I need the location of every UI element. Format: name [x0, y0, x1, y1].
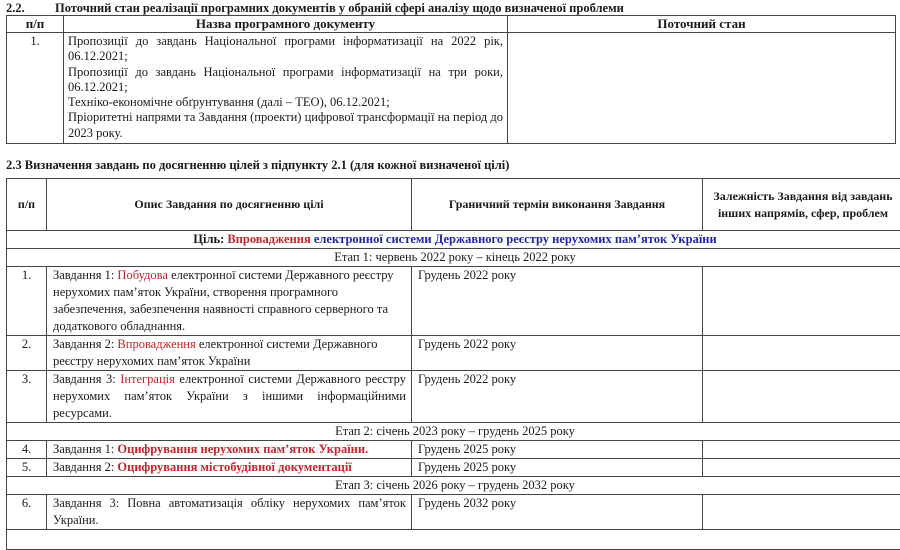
- table-header-row: [7, 16, 896, 33]
- task-text: Повна автоматизація обліку нерухомих пам’яток України.: [53, 496, 406, 527]
- section-2-3-heading: 2.3 Визначення завдань по досягненню цілей з підпункту 2.1 (для кожної визначеної цілі): [6, 158, 509, 172]
- table-row: [7, 441, 900, 459]
- table-row: [7, 371, 900, 423]
- task-text: електронної системи Державного реєстру нерухомих пам’яток України: [53, 337, 378, 368]
- document-item: Техніко-економічне обґрунтування (далі – ТЕО), 06.12.2021;: [68, 95, 503, 110]
- row-number: 1.: [7, 33, 64, 144]
- goal-text: електронної системи Державного реєстру нерухомих пам’яток України: [314, 232, 717, 246]
- row-number: 6.: [7, 495, 47, 530]
- section-number: 2.2.: [6, 1, 55, 15]
- column-header-description: Опис Завдання по досягненню цілі: [47, 179, 412, 231]
- task-highlight: Інтеграція: [120, 372, 175, 386]
- document-list: [64, 33, 508, 144]
- cut-off-row: [7, 530, 900, 550]
- document-item: Пропозиції до завдань Національної програми інформатизації на 2022 рік, 06.12.2021;: [68, 34, 503, 65]
- task-highlight: Побудова: [117, 268, 168, 282]
- goal-cell: [7, 231, 900, 249]
- task-deadline: Грудень 2025 року: [412, 441, 703, 459]
- task-description: [47, 336, 412, 371]
- task-text: електронної системи Державного реєстру нерухомих пам’яток України, створення програмного забезпечення, забезпечення наявності справного серверного та додаткового обладнання.: [53, 268, 394, 333]
- column-header-num: п/п: [7, 179, 47, 231]
- table-row: [7, 267, 900, 336]
- task-deadline: Грудень 2022 року: [412, 371, 703, 423]
- column-header-document: Назва програмного документу: [64, 16, 508, 33]
- goal-label: Ціль:: [193, 232, 224, 246]
- table-row-partial: [7, 530, 900, 550]
- row-number: 2.: [7, 336, 47, 371]
- task-deadline: Грудень 2022 року: [412, 267, 703, 336]
- task-dependency: [703, 459, 900, 477]
- task-prefix: Завдання 3:: [53, 496, 119, 510]
- document-item: Пропозиції до завдань Національної програми інформатизації на три роки, 06.12.2021;: [68, 65, 503, 96]
- task-dependency: [703, 267, 900, 336]
- stage-title: Етап 2: січень 2023 року – грудень 2025 року: [7, 423, 900, 441]
- task-highlight: Оцифрування містобудівної документації: [117, 460, 351, 474]
- task-highlight: Впровадження: [117, 337, 195, 351]
- section-title: Поточний стан реалізації програмних документів у обраній сфері аналізу щодо визначеної проблеми: [55, 1, 624, 15]
- tasks-table: [6, 178, 900, 550]
- task-description: [47, 371, 412, 423]
- goal-row: [7, 231, 900, 249]
- task-dependency: [703, 441, 900, 459]
- table-row: [7, 459, 900, 477]
- column-header-status: Поточний стан: [508, 16, 896, 33]
- stage-title: Етап 3: січень 2026 року – грудень 2032 року: [7, 477, 900, 495]
- task-description: [47, 267, 412, 336]
- task-highlight: Оцифрування нерухомих пам’яток України.: [117, 442, 368, 456]
- stage-title: Етап 1: червень 2022 року – кінець 2022 року: [7, 249, 900, 267]
- column-header-deadline: Граничний термін виконання Завдання: [412, 179, 703, 231]
- task-deadline: Грудень 2025 року: [412, 459, 703, 477]
- table-row: [7, 33, 896, 144]
- task-dependency: [703, 371, 900, 423]
- program-documents-table: [6, 15, 896, 144]
- task-description: [47, 459, 412, 477]
- row-number: 3.: [7, 371, 47, 423]
- task-prefix: Завдання 2:: [53, 460, 114, 474]
- task-text: електронної системи Державного реєстру нерухомих пам’яток України з іншими інформаційними ресурсами.: [53, 372, 406, 420]
- document-item: Пріоритетні напрями та Завдання (проекти) цифрової трансформації на період до 2023 року.: [68, 110, 503, 141]
- stage-row: [7, 477, 900, 495]
- task-deadline: Грудень 2022 року: [412, 336, 703, 371]
- column-header-num: п/п: [7, 16, 64, 33]
- task-prefix: Завдання 2:: [53, 337, 114, 351]
- row-number: 1.: [7, 267, 47, 336]
- task-prefix: Завдання 3:: [53, 372, 116, 386]
- task-prefix: Завдання 1:: [53, 442, 114, 456]
- column-header-dependency: Залежність Завдання від завдань інших напрямів, сфер, проблем: [703, 179, 900, 231]
- table-header-row: [7, 179, 900, 231]
- stage-row: [7, 249, 900, 267]
- task-description: [47, 441, 412, 459]
- section-2-2-heading: [6, 1, 624, 15]
- task-description: [47, 495, 412, 530]
- stage-row: [7, 423, 900, 441]
- task-dependency: [703, 336, 900, 371]
- task-prefix: Завдання 1:: [53, 268, 114, 282]
- table-row: [7, 336, 900, 371]
- row-number: 5.: [7, 459, 47, 477]
- task-dependency: [703, 495, 900, 530]
- row-number: 4.: [7, 441, 47, 459]
- goal-highlight: Впровадження: [227, 232, 310, 246]
- table-row: [7, 495, 900, 530]
- task-deadline: Грудень 2032 року: [412, 495, 703, 530]
- current-status-cell: [508, 33, 896, 144]
